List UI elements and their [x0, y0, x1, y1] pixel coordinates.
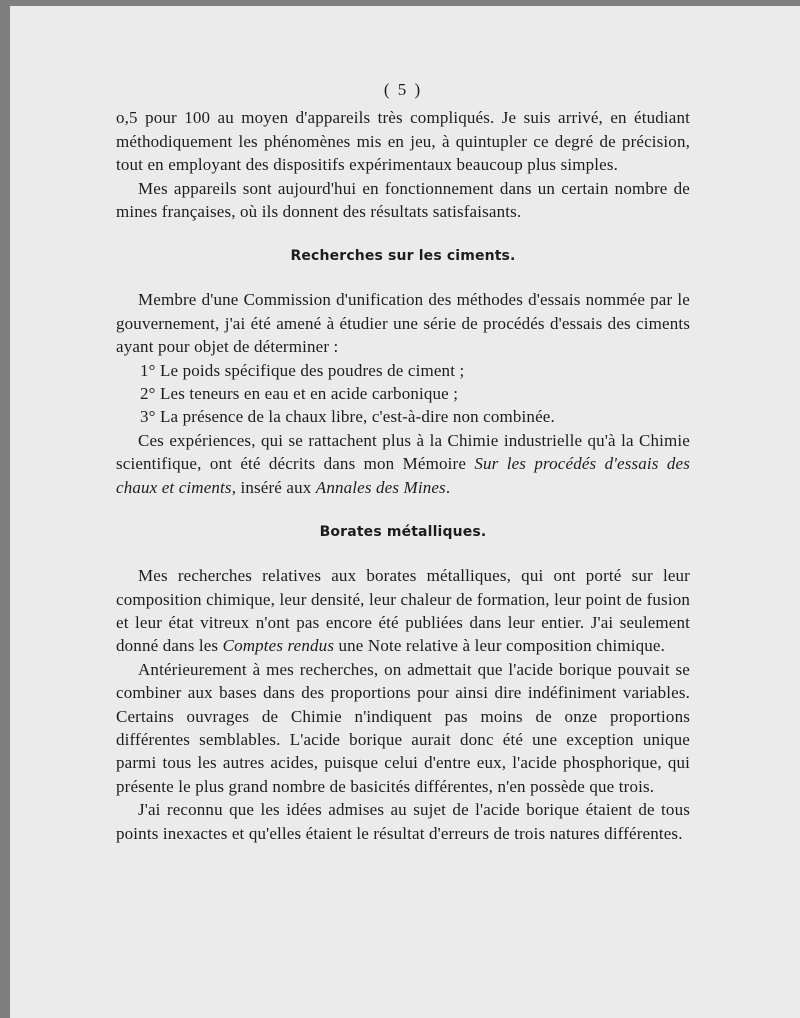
- section-heading-ciments: Recherches sur les ciments.: [290, 248, 516, 265]
- paragraph-appareils: Mes appareils sont aujourd'hui en fonctionnement dans un certain nombre de mines françaises, où ils donnent des résultats satisfaisants.: [116, 178, 690, 222]
- list-item: 3° La présence de la chaux libre, c'est-à-dire non combinée.: [140, 407, 555, 427]
- memoire-title: Sur les procédés d'essais des chaux et ciments: [116, 454, 690, 497]
- paragraph-experiences: Ces expériences, qui se rattachent plus à la Chimie industrielle qu'à la Chimie scientifique, ont été décrits dans mon Mémoire Sur les procédés d'essais des chaux et ciments, inséré aux Annales des Mines.: [116, 430, 690, 497]
- paragraph-commission: Membre d'une Commission d'unification des méthodes d'essais nommée par le gouvernement, j'ai été amené à étudier une série de procédés d'essais des ciments ayant pour objet de déterminer :: [116, 290, 690, 357]
- paragraph-conclusion: J'ai reconnu que les idées admises au sujet de l'acide borique étaient de tous points inexactes et qu'elles étaient le résultat d'erreurs de trois natures différentes.: [116, 800, 690, 843]
- section-heading-borates: Borates métalliques.: [319, 524, 487, 541]
- list-item: 2° Les teneurs en eau et en acide carbonique ;: [140, 384, 459, 404]
- paragraph-borates: Mes recherches relatives aux borates métalliques, qui ont porté sur leur composition chimique, leur densité, leur chaleur de formation, leur point de fusion et leur état vitreux n'ont pas encore été publiées dans leur entier. J'ai seulement donné dans les Comptes rendus une Note relative à leur composition chimique.: [116, 566, 690, 656]
- paragraph-continuation: o,5 pour 100 au moyen d'appareils très compliqués. Je suis arrivé, en étudiant méthodiquement les phénomènes mis en jeu, à quintupler ce degré de précision, tout en employant des dispositifs expérimentaux beaucoup plus simples.: [116, 108, 690, 175]
- page-body: [116, 78, 690, 845]
- page-number: ( 5 ): [383, 80, 423, 99]
- list-item: 1° Le poids spécifique des poudres de ciment ;: [140, 360, 465, 380]
- document-page: [10, 6, 800, 1018]
- comptes-rendus-title: Comptes rendus: [222, 636, 335, 656]
- journal-title: Annales des Mines: [315, 477, 446, 497]
- paragraph-anterieurement: Antérieurement à mes recherches, on admettait que l'acide borique pouvait se combiner aux bases dans des proportions pour ainsi dire indéfiniment variables. Certains ouvrages de Chimie n'indiquent pas moins de onze proportions différentes semblables. L'acide borique aurait donc été une exception unique parmi tous les autres acides, puisque celui d'entre eux, l'acide phosphorique, qui présente le plus grand nombre de basicités différentes, n'en possède que trois.: [116, 659, 690, 796]
